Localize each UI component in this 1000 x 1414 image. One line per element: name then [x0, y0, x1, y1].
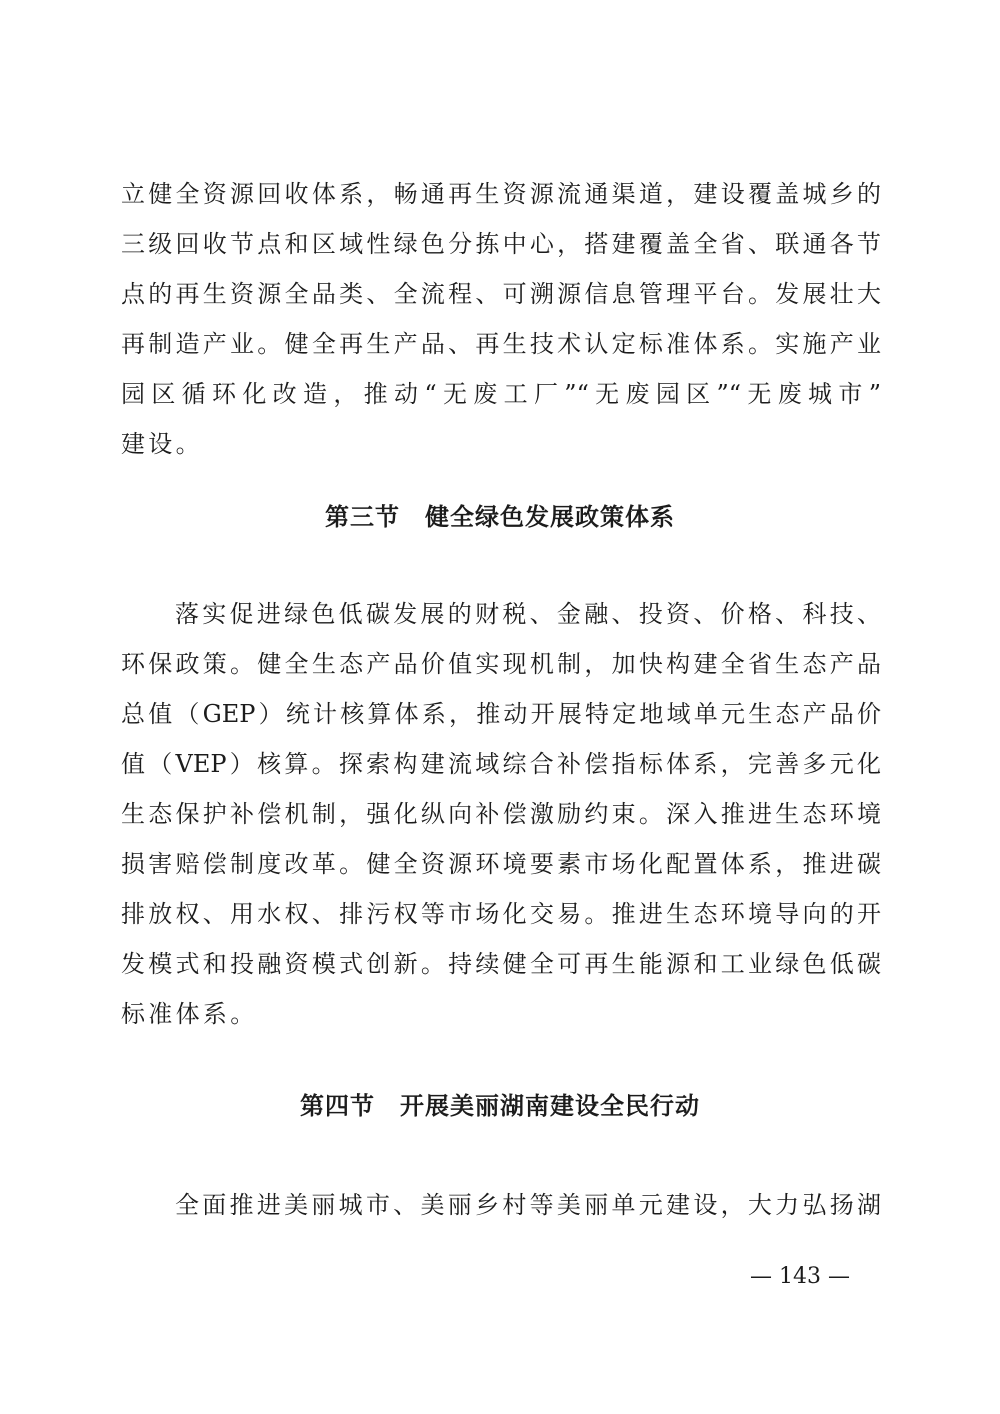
paragraph-line: 环保政策。健全生态产品价值实现机制，加快构建全省生态产品	[121, 650, 881, 678]
paragraph-line: 标准体系。	[121, 1000, 258, 1028]
paragraph-line: 值（VEP）核算。探索构建流域综合补偿指标体系，完善多元化	[121, 750, 881, 778]
paragraph-line: 再制造产业。健全再生产品、再生技术认定标准体系。实施产业	[121, 330, 881, 358]
paragraph-line: 总值（GEP）统计核算体系，推动开展特定地域单元生态产品价	[121, 700, 881, 728]
paragraph-line: 排放权、用水权、排污权等市场化交易。推进生态环境导向的开	[121, 900, 881, 928]
paragraph-line: 建设。	[121, 430, 203, 458]
paragraph-line: 损害赔偿制度改革。健全资源环境要素市场化配置体系，推进碳	[121, 850, 881, 878]
paragraph-line: 全面推进美丽城市、美丽乡村等美丽单元建设，大力弘扬湖	[175, 1191, 881, 1219]
paragraph-line: 发模式和投融资模式创新。持续健全可再生能源和工业绿色低碳	[121, 950, 881, 978]
page-number: — 143 —	[750, 1264, 850, 1289]
section-heading: 第三节 健全绿色发展政策体系	[325, 502, 675, 531]
paragraph-line: 生态保护补偿机制，强化纵向补偿激励约束。深入推进生态环境	[121, 800, 881, 828]
paragraph-line: 园区循环化改造，推动“无废工厂”“无废园区”“无废城市”	[121, 380, 881, 408]
paragraph-line: 落实促进绿色低碳发展的财税、金融、投资、价格、科技、	[175, 600, 881, 628]
paragraph-line: 三级回收节点和区域性绿色分拣中心，搭建覆盖全省、联通各节	[121, 230, 881, 258]
paragraph-line: 点的再生资源全品类、全流程、可溯源信息管理平台。发展壮大	[121, 280, 881, 308]
paragraph-line: 立健全资源回收体系，畅通再生资源流通渠道，建设覆盖城乡的	[121, 180, 881, 208]
section-heading: 第四节 开展美丽湖南建设全民行动	[300, 1091, 700, 1120]
